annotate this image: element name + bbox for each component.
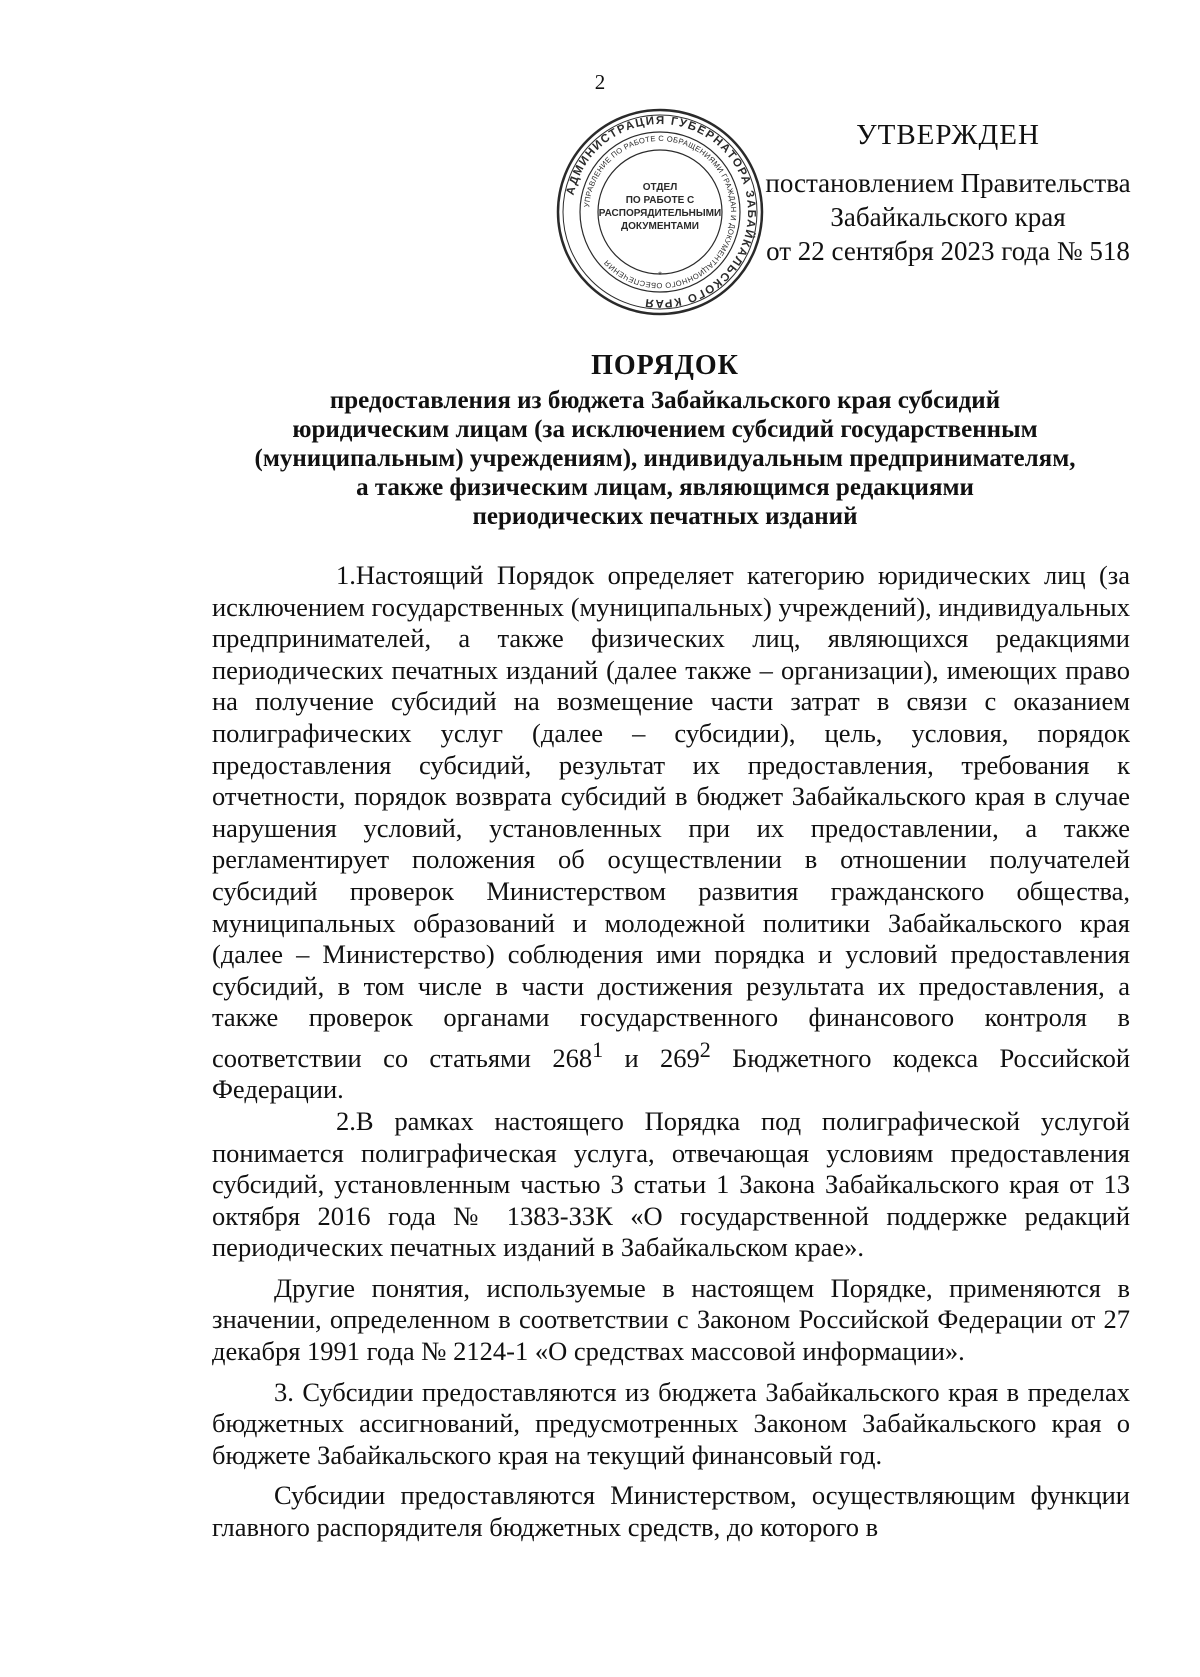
- paragraph-2: [212, 1106, 1130, 1264]
- subtitle-line: а также физическим лицам, являющимся редакциями: [356, 474, 974, 501]
- document-heading: [200, 350, 1130, 531]
- paragraph-number: 1.: [336, 560, 356, 590]
- approval-line-2: Забайкальского края: [830, 202, 1066, 232]
- svg-text:АДМИНИСТРАЦИЯ ГУБЕРНАТОРА ЗАБА: АДМИНИСТРАЦИЯ ГУБЕРНАТОРА ЗАБАЙКАЛЬСКОГО КРАЯ: [564, 114, 758, 310]
- document-title: ПОРЯДОК: [591, 350, 739, 381]
- article-ref: 269: [659, 1042, 700, 1073]
- article-superscript: 2: [699, 1036, 711, 1062]
- paragraph-1: [212, 560, 1130, 1106]
- article-superscript: 1: [592, 1036, 604, 1062]
- approval-line-1: постановлением Правительства: [765, 168, 1131, 198]
- approved-label: УТВЕРЖДЕН: [856, 119, 1040, 151]
- paragraph-4: Субсидии предоставляются Министерством, осуществляющим функции главного распорядителя бюджетных средств, до которого в: [212, 1480, 1130, 1543]
- paragraph-text: Настоящий Порядок определяет категорию юридических лиц (за исключением государственных (муниципальных) учреждений), индивидуальных предпринимателей, а также физических лиц, являющихся редакциями периодических печатных изданий (далее также – организации), имеющих право на получение субсидий на возмещение части затрат в связи с оказанием полиграфических услуг (далее – субсидии), цель, условия, порядок предоставления субсидий, результат их предоставления, требования к отчетности, порядок возврата субсидий в бюджет Забайкальского края в случае нарушения условий, установленных при их предоставлении, а также регламентирует положения об осуществлении в отношении получателей субсидий проверок Министерством развития гражданского общества, муниципальных образований и молодежной политики Забайкальского края (далее – Министерство) соблюдения ими порядка и условий предоставления субсидий, в том числе в части достижения результата их предоставления, а также проверок органами государственного финансового контроля в соответствии со статьями: [212, 560, 1130, 1073]
- official-seal: [554, 106, 766, 318]
- paragraph-2-continued: Другие понятия, используемые в настоящем Порядке, применяются в значении, определенном в соответствии с Законом Российской Федерации от 27 декабря 1991 года № 2124-1 «О средствах массовой информации».: [212, 1272, 1130, 1367]
- article-ref: 268: [552, 1042, 593, 1073]
- subtitle-line: (муниципальным) учреждениям), индивидуальным предпринимателям,: [254, 445, 1076, 472]
- subtitle-line: предоставления из бюджета Забайкальского края субсидий: [329, 387, 1001, 414]
- page-number: 2: [594, 70, 606, 94]
- subtitle-line: периодических печатных изданий: [472, 503, 858, 530]
- paragraph-3: 3. Субсидии предоставляются из бюджета Забайкальского края в пределах бюджетных ассигнований, предусмотренных Законом Забайкальского края о бюджете Забайкальского края на текущий финансовый год.: [212, 1376, 1130, 1470]
- approval-line-3: от 22 сентября 2023 года № 518: [766, 236, 1130, 266]
- svg-text:ОТДЕЛПО РАБОТЕ СРАСПОРЯДИТЕЛЬН: ОТДЕЛ ПО РАБОТЕ С РАСПОРЯДИТЕЛЬНЫМИ ДОКУМЕНТАМИ: [598, 182, 722, 232]
- subtitle-line: юридическим лицам (за исключением субсидий государственным: [292, 416, 1038, 443]
- paragraph-number: 2.: [336, 1105, 356, 1136]
- svg-text:УПРАВЛЕНИЕ ПО РАБОТЕ С ОБРАЩЕН: УПРАВЛЕНИЕ ПО РАБОТЕ С ОБРАЩЕНИЯМИ ГРАЖДАН И ДОКУМЕНТАЦИОННОГО ОБЕСПЕЧЕНИЯ: [582, 133, 739, 291]
- svg-text:*: *: [658, 270, 662, 280]
- paragraph-tail: Бюджетного кодекса Российской Федерации.: [212, 1042, 1131, 1105]
- approval-block: [748, 118, 1148, 268]
- paragraph-text: В рамках настоящего Порядка под полиграфической услугой понимается полиграфическая услуга, отвечающая условиям предоставления субсидий, установленным частью 3 статьи 1 Закона Забайкальского края от 13 октября 2016 года № 1383-ЗЗК «О государственной поддержке редакций периодических печатных изданий в Забайкальском крае».: [212, 1105, 1130, 1263]
- conjunction: и: [624, 1042, 639, 1073]
- document-body: [212, 560, 1130, 1544]
